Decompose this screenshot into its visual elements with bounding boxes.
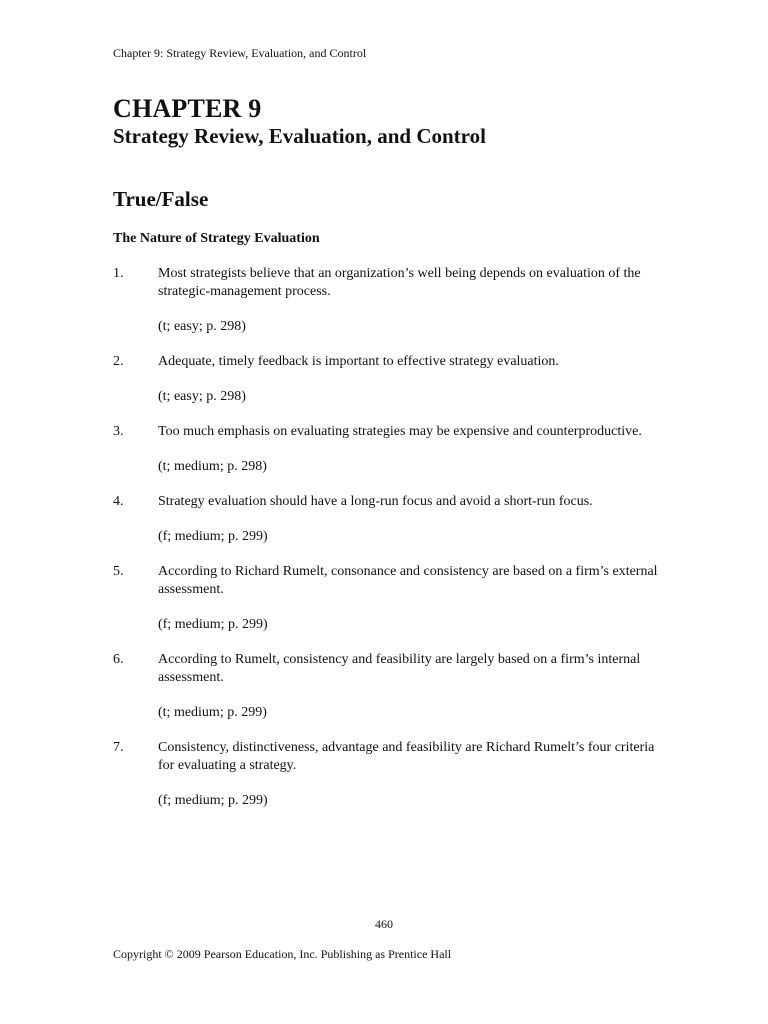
question-answer-meta: (f; medium; p. 299) [158, 617, 268, 632]
question-text: Strategy evaluation should have a long-run focus and avoid a short-run focus. [158, 494, 593, 509]
question-item [113, 353, 673, 406]
section-title: True/False [113, 187, 209, 211]
question-text: Consistency, distinctiveness, advantage and feasibility are Richard Rumelt’s four criteria for evaluating a strategy. [158, 740, 655, 773]
question-number: 5. [113, 564, 124, 579]
question-number: 4. [113, 494, 124, 509]
question-text: According to Rumelt, consistency and feasibility are largely based on a firm’s internal assessment. [158, 652, 641, 685]
question-text: Most strategists believe that an organization’s well being depends on evaluation of the strategic-management process. [158, 266, 641, 299]
question-number: 3. [113, 424, 124, 439]
copyright-notice: Copyright © 2009 Pearson Education, Inc. Publishing as Prentice Hall [113, 947, 452, 961]
question-number: 7. [113, 740, 124, 755]
chapter-number: CHAPTER 9 [113, 94, 262, 123]
question-text: Adequate, timely feedback is important to effective strategy evaluation. [158, 354, 559, 369]
running-header: Chapter 9: Strategy Review, Evaluation, and Control [113, 46, 367, 60]
subsection-title: The Nature of Strategy Evaluation [113, 231, 320, 246]
question-number: 2. [113, 354, 124, 369]
question-list [113, 265, 673, 810]
question-answer-meta: (t; easy; p. 298) [158, 319, 246, 334]
question-answer-meta: (t; medium; p. 298) [158, 459, 267, 474]
question-answer-meta: (f; medium; p. 299) [158, 529, 268, 544]
question-item [113, 651, 673, 722]
question-number: 1. [113, 266, 124, 281]
question-item [113, 563, 673, 634]
question-item [113, 265, 673, 336]
chapter-title: Strategy Review, Evaluation, and Control [113, 124, 486, 148]
question-item [113, 493, 673, 546]
question-number: 6. [113, 652, 124, 667]
question-item [113, 739, 673, 810]
question-text: According to Richard Rumelt, consonance and consistency are based on a firm’s external assessment. [158, 564, 658, 597]
question-answer-meta: (t; easy; p. 298) [158, 389, 246, 404]
question-answer-meta: (f; medium; p. 299) [158, 793, 268, 808]
question-text: Too much emphasis on evaluating strategies may be expensive and counterproductive. [158, 424, 642, 439]
question-answer-meta: (t; medium; p. 299) [158, 705, 267, 720]
question-item [113, 423, 673, 476]
page-number: 460 [375, 917, 393, 931]
